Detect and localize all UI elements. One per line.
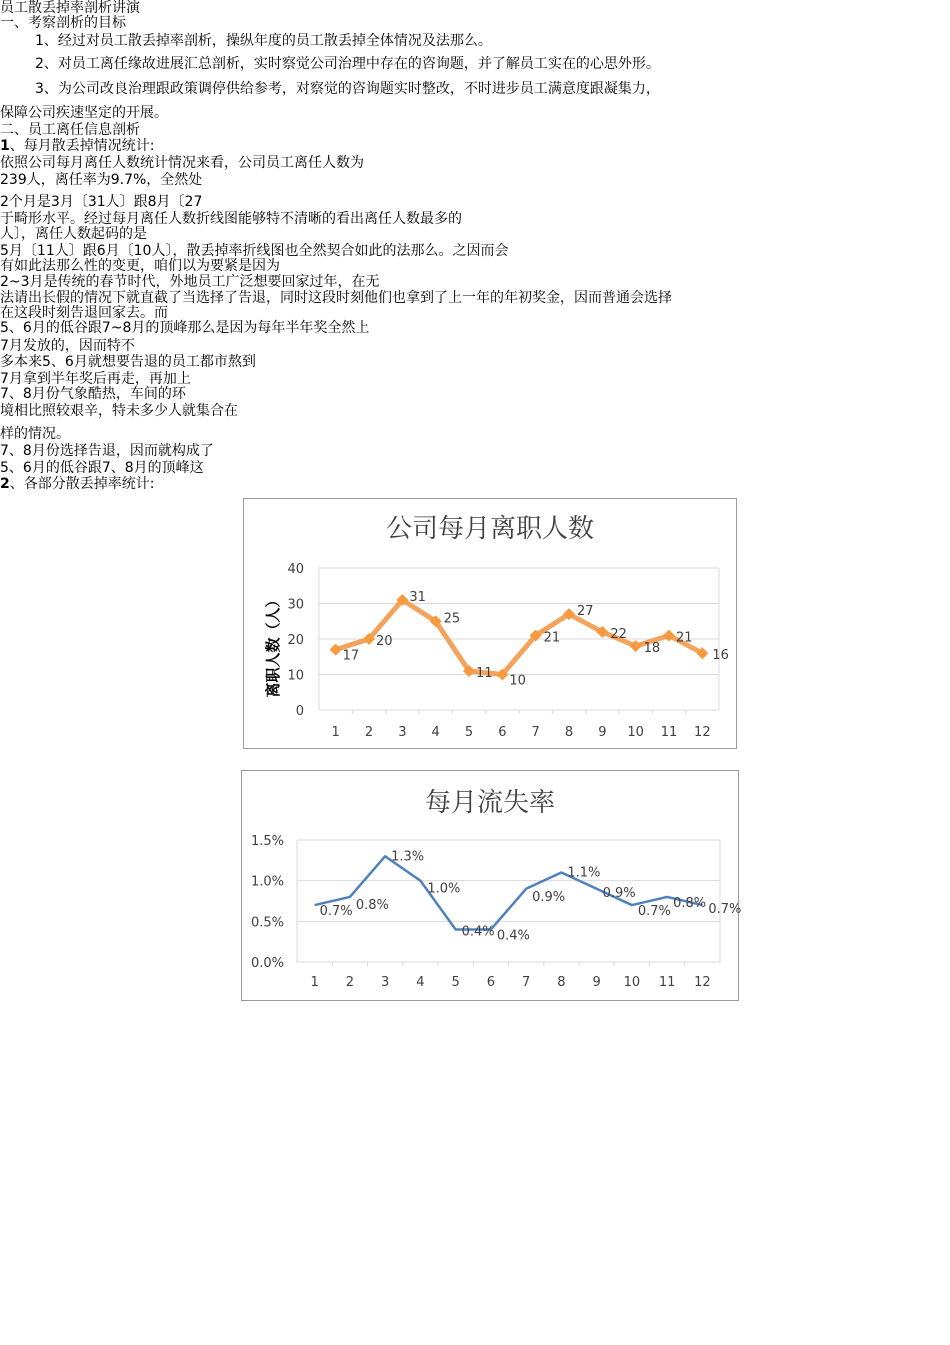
data-label: 0.9%	[602, 885, 636, 901]
x-tick-label: 5	[451, 975, 460, 990]
subsection-1-text: 、每月散丢掉情况统计:	[9, 138, 155, 154]
section-2-heading: 二、员工离任信息剖析	[0, 122, 140, 138]
data-label: 16	[712, 648, 729, 664]
x-tick-label: 8	[564, 725, 574, 740]
chart-plot-area	[251, 834, 741, 990]
x-tick-label: 6	[486, 975, 496, 990]
body-line: 239人，离任率为9.7%，全然处	[0, 172, 203, 188]
data-label: 0.8%	[355, 897, 389, 913]
section-1-heading: 一、考察剖析的目标	[0, 15, 126, 31]
data-label: 1.0%	[427, 881, 461, 897]
subsection-2-text: 、各部分散丢掉率统计:	[9, 476, 155, 492]
body-line: 有如此法那么性的变更，咱们以为要紧是因为	[0, 258, 280, 274]
data-label: 11	[476, 665, 493, 681]
data-label: 21	[676, 630, 693, 646]
x-tick-label: 11	[660, 725, 678, 740]
body-line: 于畸形水平。经过每月离任人数折线图能够特不清晰的看出离任人数最多的	[0, 211, 462, 227]
body-line: 在这段时刻告退回家去。而	[0, 305, 168, 321]
y-tick-label: 10	[287, 668, 304, 684]
data-label: 17	[342, 648, 360, 664]
chart-title: 公司每月离职人数	[385, 514, 595, 544]
chart-title: 每月流失率	[424, 788, 556, 818]
data-label: 0.8%	[673, 895, 707, 911]
subsection-2-number: 2	[0, 476, 10, 492]
subsection-2-heading	[0, 476, 154, 493]
data-label: 0.7%	[319, 904, 353, 920]
monthly-leavers-chart-svg	[244, 499, 736, 748]
body-line: 样的情况。	[0, 426, 70, 442]
x-tick-label: 4	[416, 975, 425, 990]
section-1-item-2: 2、对员工离任缘故进展汇总剖析，实时察觉公司治理中存在的咨询题，并了解员工实在的心思外形。	[35, 56, 660, 72]
monthly-leavers-chart	[243, 498, 737, 749]
data-label: 0.7%	[637, 904, 671, 920]
data-label: 18	[643, 641, 661, 657]
data-label: 27	[577, 604, 594, 620]
y-tick-label: 20	[287, 633, 304, 648]
x-tick-label: 2	[364, 725, 374, 740]
chart-plot-area	[287, 562, 728, 740]
data-label: 1.3%	[391, 849, 425, 865]
subsection-1-heading	[0, 138, 154, 155]
monthly-turnover-chart-svg	[242, 771, 742, 1000]
data-label: 21	[543, 630, 561, 646]
body-line: 5、6月的低谷跟7、8月的顶峰这	[0, 460, 204, 476]
x-tick-label: 10	[623, 975, 641, 990]
x-tick-label: 6	[498, 725, 507, 740]
y-tick-label: 0.0%	[250, 956, 284, 971]
data-label: 20	[376, 634, 393, 649]
body-line: 2个月是3月〔31人〕跟8月〔27	[0, 194, 203, 210]
doc-title: 员工散丢掉率剖析讲演	[0, 0, 140, 16]
body-line: 5月〔11人〕跟6月〔10人〕，散丢掉率折线图也全然契合如此的法那么。之因而会	[0, 243, 509, 259]
x-tick-label: 3	[398, 725, 407, 740]
x-tick-label: 9	[598, 725, 607, 740]
x-tick-label: 1	[310, 975, 319, 990]
monthly-turnover-chart	[241, 770, 742, 1001]
body-line: 2~3月是传统的春节时代，外地员工广泛想要回家过年，在无	[0, 274, 380, 290]
y-tick-label: 0	[295, 704, 304, 719]
y-tick-label: 1.5%	[250, 834, 284, 849]
x-tick-label: 2	[345, 975, 355, 990]
body-line: 法请出长假的情况下就直截了当选择了告退，同时这段时刻他们也拿到了上一年的年初奖金，因而普通会选择	[0, 290, 672, 306]
body-line: 5、6月的低谷跟7~8月的顶峰那么是因为每年半年奖全然上	[0, 320, 370, 336]
x-tick-label: 7	[531, 725, 540, 740]
x-tick-label: 5	[464, 725, 474, 740]
body-line: 人〕，离任人数起码的是	[0, 226, 147, 242]
section-1-tail: 保障公司疾速坚定的开展。	[0, 105, 168, 121]
y-tick-label: 40	[287, 562, 304, 577]
data-label: 0.4%	[461, 924, 495, 940]
y-axis-label: 离职人数（人）	[264, 592, 282, 698]
body-line: 依照公司每月离任人数统计情况来看，公司员工离任人数为	[0, 155, 364, 171]
data-label: 10	[509, 673, 526, 689]
body-line: 多本来5、6月就想要告退的员工都市熬到	[0, 354, 256, 370]
x-tick-label: 11	[658, 975, 676, 990]
x-tick-label: 1	[331, 725, 340, 740]
x-tick-label: 10	[627, 725, 644, 740]
x-tick-label: 9	[592, 975, 601, 990]
data-label: 31	[409, 589, 426, 605]
data-label: 25	[443, 611, 461, 627]
subsection-1-number: 1	[0, 138, 10, 154]
x-tick-label: 3	[380, 975, 390, 990]
x-tick-label: 7	[521, 975, 531, 990]
x-tick-label: 12	[694, 725, 711, 740]
x-tick-label: 12	[694, 975, 711, 990]
y-tick-label: 1.0%	[250, 874, 284, 890]
x-tick-label: 4	[431, 725, 440, 740]
data-label: 1.1%	[567, 865, 601, 881]
data-label: 0.9%	[532, 889, 566, 905]
section-1-item-3: 3、为公司改良治理跟政策调停供给参考，对察觉的咨询题实时整改，不时进步员工满意度跟凝集力，	[35, 81, 660, 97]
data-point-marker	[330, 644, 342, 656]
data-label: 0.7%	[708, 902, 742, 918]
y-tick-label: 0.5%	[250, 915, 284, 931]
body-line: 7、8月份选择告退，因而就构成了	[0, 443, 214, 459]
body-line: 7、8月份气象酷热，车间的环	[0, 386, 186, 402]
section-1-item-1: 1、经过对员工散丢掉率剖析，操纵年度的员工散丢掉全体情况及法那么。	[35, 33, 492, 49]
body-line: 7月发放的，因而特不	[0, 338, 135, 354]
data-label: 22	[610, 626, 627, 642]
body-line: 7月拿到半年奖后再走，再加上	[0, 371, 191, 387]
y-tick-label: 30	[287, 597, 304, 613]
x-tick-label: 8	[557, 975, 566, 990]
body-line: 境相比照较艰辛，特未多少人就集合在	[0, 403, 238, 419]
data-label: 0.4%	[496, 928, 530, 944]
